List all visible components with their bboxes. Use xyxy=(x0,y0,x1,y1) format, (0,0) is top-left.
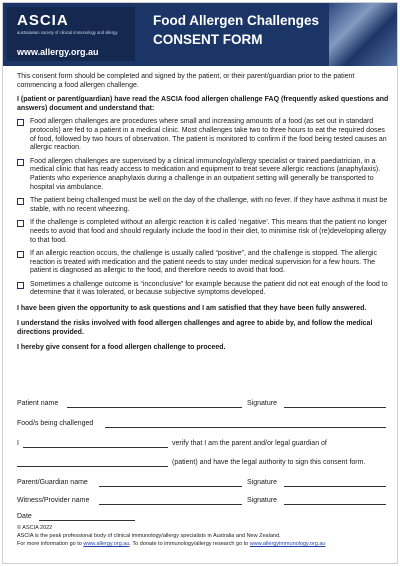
consent-form-page xyxy=(2,2,398,564)
checklist-item xyxy=(17,219,389,245)
checklist-item-text: Sometimes a challenge outcome is “inconclusive” for example because the patient did not eat enough of the food to determine that it was tolerated, or because subjective symptoms developed. xyxy=(30,280,388,297)
checklist-item xyxy=(17,250,389,276)
checkbox[interactable] xyxy=(17,119,24,126)
verify-text: verify that I am the parent and/or legal guardian of xyxy=(172,440,327,447)
checklist-item-text: If an allergic reaction occurs, the challenge is usually called “positive”, and the challenge is stopped. The allergic reaction is treated with medication and the patient needs to stay under medical supervision for a few hours. The patient is diagnosed as allergic to the food, and therefore needs to avoid that food. xyxy=(30,250,377,275)
donate-prefix: To donate to immunology/allergy research go to xyxy=(132,541,249,547)
patient-name-verify-field[interactable] xyxy=(17,466,168,467)
patient-signature-field[interactable] xyxy=(284,407,386,408)
checkbox[interactable] xyxy=(17,159,24,166)
checklist-item xyxy=(17,281,389,298)
ascia-logo xyxy=(7,7,135,61)
copyright: © ASCIA 2022 xyxy=(17,525,53,531)
logo-name: ASCIA xyxy=(17,12,69,29)
checkbox[interactable] xyxy=(17,220,24,227)
checklist-item-text: The patient being challenged must be well on the day of the challenge, with no fever. If they have asthma it must be stable, with no recent wheezing. xyxy=(30,197,388,213)
form-header xyxy=(3,3,397,66)
statement-consent: I hereby give consent for a food allergen challenge to proceed. xyxy=(17,344,226,352)
witness-name-label: Witness/Provider name xyxy=(17,497,90,504)
form-title xyxy=(153,11,319,49)
form-footer xyxy=(17,524,389,548)
checklist-item-text: If the challenge is completed without an allergic reaction it is called ‘negative’. This means that the patient no longer needs to avoid that food and should regularly include the food in their diet, to minimise risk of (re)developing allergy to that food. xyxy=(30,219,388,244)
checklist-item-text: Food allergen challenges are procedures where small and increasing amounts of a food (as set out in standard protocols) are fed to a patient in a medical clinic. Most challenges take two to three hours to eat the required doses of food, followed by two hours of observation. The patient is monitored to confirm if the food being tested causes an allergic reaction. xyxy=(30,118,387,152)
foods-challenged-field[interactable] xyxy=(105,427,386,428)
header-decoration-image xyxy=(329,3,397,66)
date-label: Date xyxy=(17,513,32,520)
patient-name-label: Patient name xyxy=(17,400,59,407)
logo-subtitle: australasian society of clinical immunology and allergy xyxy=(17,30,118,35)
statement-risks: I understand the risks involved with food allergen challenges and agree to abide by, and follow the medical directions provided. xyxy=(17,320,373,337)
parent-signature-label: Signature xyxy=(247,479,277,486)
patient-signature-label: Signature xyxy=(247,400,277,407)
checklist-item xyxy=(17,158,389,192)
witness-signature-label: Signature xyxy=(247,497,277,504)
checklist-item xyxy=(17,197,389,214)
checklist-item-text: Food allergen challenges are supervised by a clinical immunology/allergy specialist or trained paediatrician, in a medical clinic that has ready access to medication and equipment to treat severe allergic reactions (anaphylaxis). Patients who experience anaphylaxis during a challenge in an outpatient setting will generally be transported to hospital via ambulance. xyxy=(30,157,381,191)
info-prefix: For more information go to xyxy=(17,541,82,547)
allergy-link[interactable]: www.allergy.org.au xyxy=(83,541,130,547)
parent-signature-field[interactable] xyxy=(284,486,386,487)
donate-link[interactable]: www.allergyimmunology.org.au xyxy=(249,541,326,547)
patient-name-field[interactable] xyxy=(67,407,242,408)
foods-challenged-label: Food/s being challenged xyxy=(17,420,94,427)
authority-text: (patient) and have the legal authority to sign this consent form. xyxy=(172,459,366,466)
statement-questions: I have been given the opportunity to ask questions and I am satisfied that they have been fully answered. xyxy=(17,305,367,313)
title-line-1: Food Allergen Challenges xyxy=(153,13,320,28)
form-body xyxy=(17,73,389,352)
parent-name-label: Parent/Guardian name xyxy=(17,479,88,486)
footer-description: ASCIA is the peak professional body of clinical immunology/allergy specialists in Australia and New Zealand. xyxy=(17,533,281,539)
read-statement: I (patient or parent/guardian) have read the ASCIA food allergen challenge FAQ (frequently asked questions and answers) document and understand that: xyxy=(17,96,389,112)
checkbox[interactable] xyxy=(17,198,24,205)
i-label: I xyxy=(17,440,19,447)
checklist-item xyxy=(17,118,389,152)
witness-signature-field[interactable] xyxy=(284,504,386,505)
witness-name-field[interactable] xyxy=(99,504,242,505)
logo-url: www.allergy.org.au xyxy=(17,47,99,57)
checkbox[interactable] xyxy=(17,282,24,289)
title-line-2: CONSENT FORM xyxy=(153,32,263,47)
parent-name-field[interactable] xyxy=(99,486,242,487)
date-field[interactable] xyxy=(39,520,135,521)
guardian-name-field[interactable] xyxy=(23,447,168,448)
intro-text: This consent form should be completed and signed by the patient, or their parent/guardian prior to the patient commencing a food allergen challenge. xyxy=(17,73,355,89)
checkbox[interactable] xyxy=(17,251,24,258)
footer-links: For more information go to www.allergy.org.au. To donate to immunology/allergy research go to www.allergyimmunology.org.au xyxy=(17,541,326,547)
